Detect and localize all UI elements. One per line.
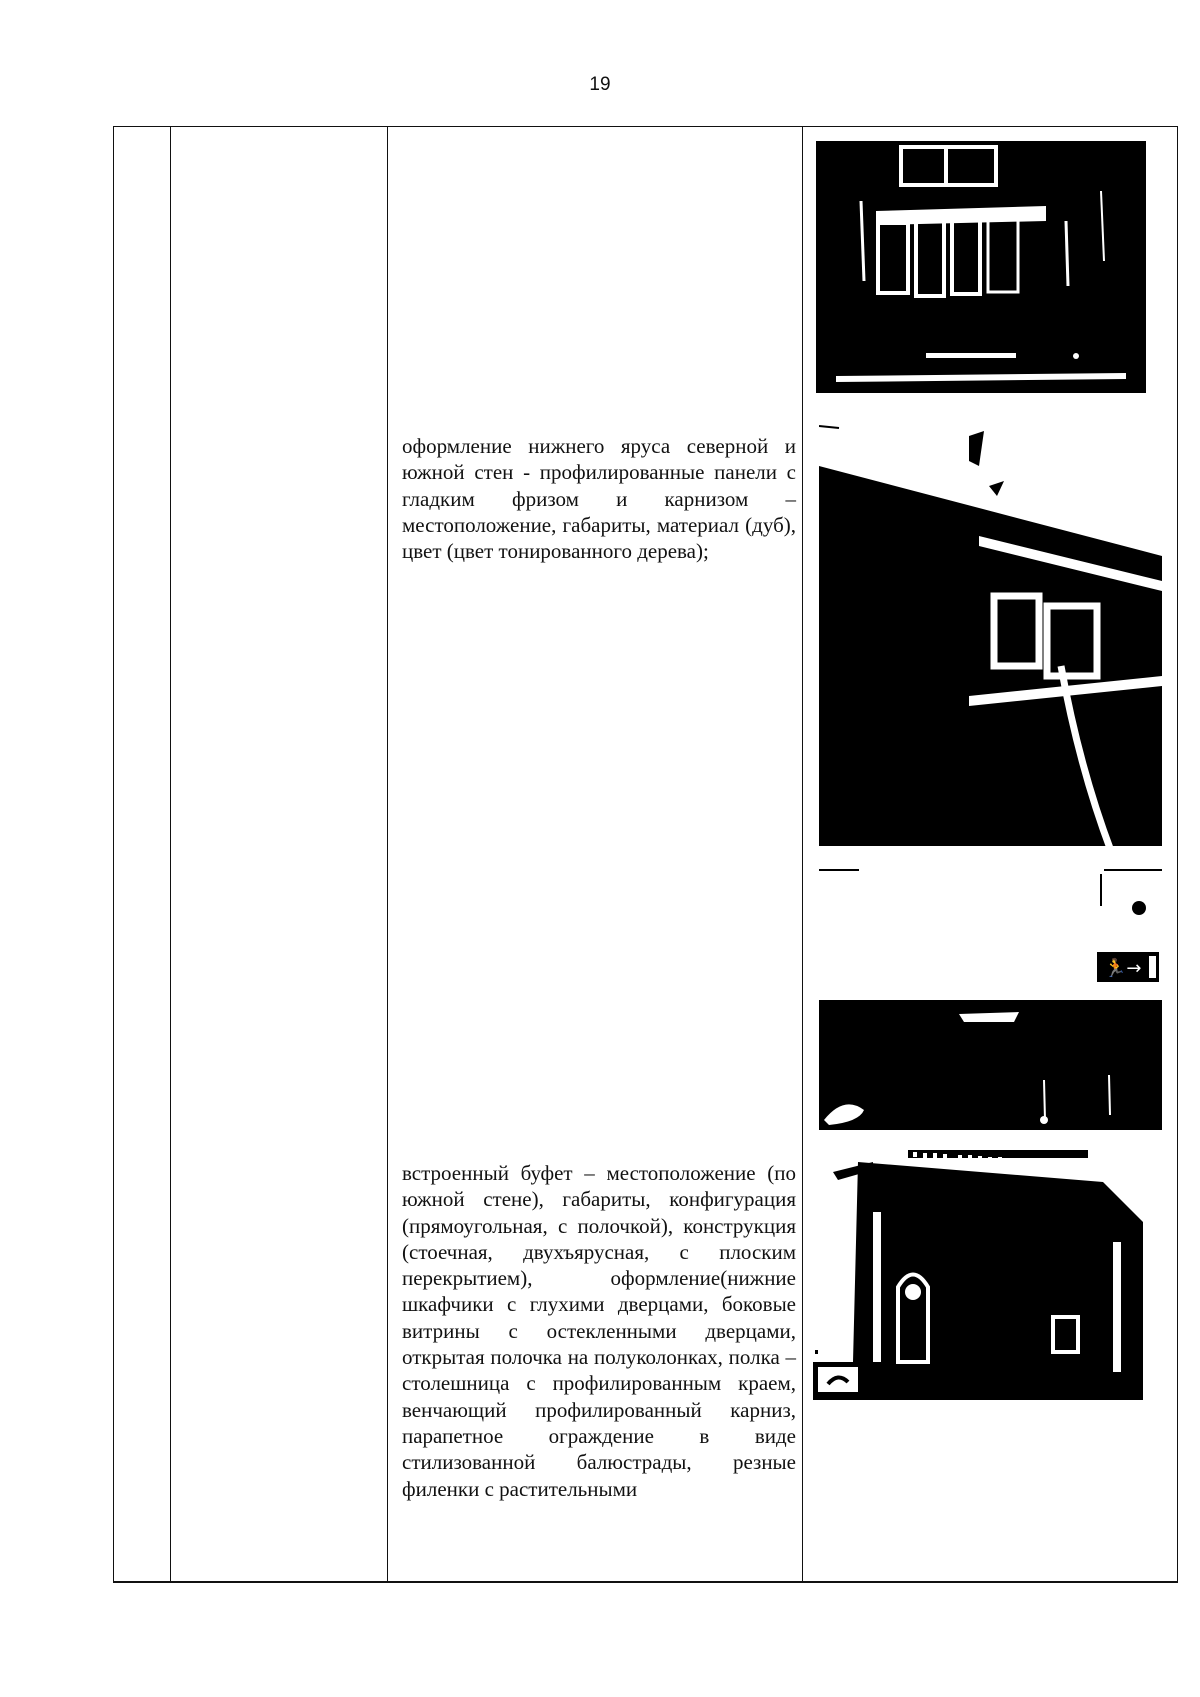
column-divider-1 (170, 126, 171, 1583)
column-divider-2 (387, 126, 388, 1583)
photo-exit-sign-corner (819, 866, 1162, 984)
photo-ceiling-strip (819, 1000, 1162, 1130)
page-number: 19 (589, 74, 611, 95)
photo-wall-panels (819, 406, 1162, 860)
photo-built-in-buffet (813, 1142, 1158, 1400)
photo-window-interior (816, 141, 1146, 393)
column-divider-3 (802, 126, 803, 1583)
description-wall-panels: оформление нижнего яруса северной и южной стен - профилированные панели с гладким фризом и карнизом – местоположение, габариты, материал (дуб), цвет (цвет тонированного дерева); (402, 434, 796, 564)
description-built-in-buffet: встроенный буфет – местоположение (по южной стене), габариты, конфигурация (прямоугольная, с полочкой), конструкция (стоечная, двухъярусная, с плоским перекрытием), оформление(нижние шкафчики с глухими дверцами, боковые витрины с остекленными дверцами, открытая полочка на полуколонках, полка – столешница с профилированным краем, венчающий профилированный карниз, парапетное ограждение в виде стилизованной балюстрады, резные филенки с растительными (402, 1161, 796, 1501)
svg-text:🏃→: 🏃→ (1104, 958, 1142, 979)
